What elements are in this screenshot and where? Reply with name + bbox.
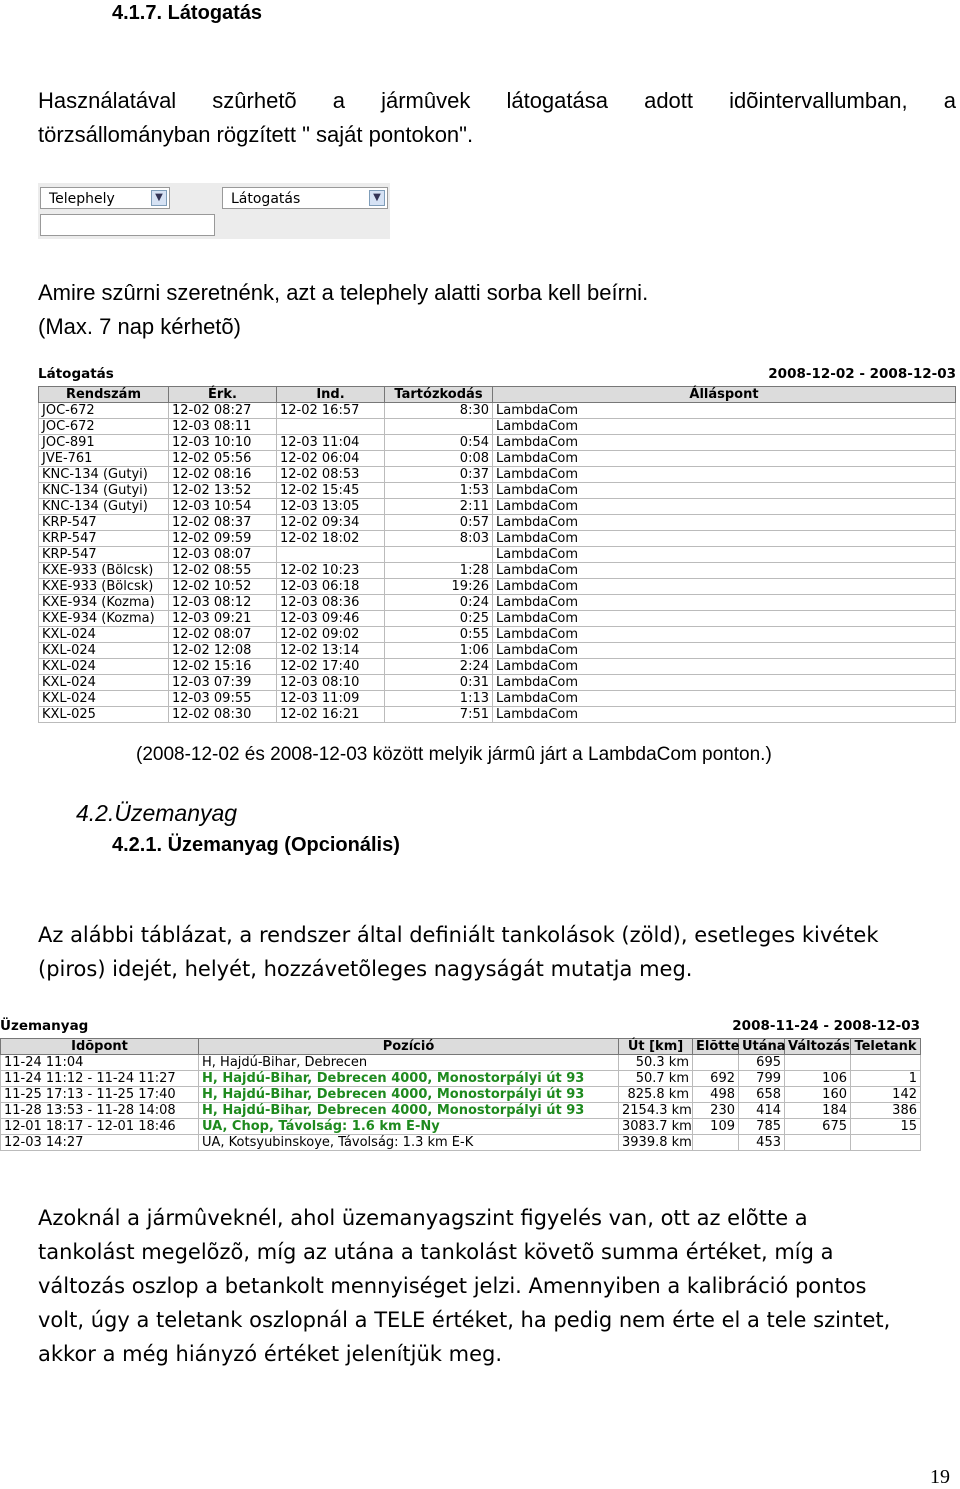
visits-cell: KXE-933 (Bölcsk) bbox=[39, 563, 169, 579]
fuel-cell bbox=[851, 1055, 921, 1071]
closing-line-2: tankolást megelõzõ, míg az utána a tankolást követõ summa értéket, míg a bbox=[38, 1240, 834, 1264]
filter-type-value: Telephely bbox=[49, 191, 115, 207]
visits-cell: KXL-025 bbox=[39, 707, 169, 723]
visits-cell: LambdaCom bbox=[493, 403, 956, 419]
visits-cell: 12-02 08:27 bbox=[169, 403, 277, 419]
visits-table-row[interactable] bbox=[39, 579, 956, 595]
fuel-cell: 109 bbox=[693, 1119, 739, 1135]
visits-cell: 12-03 08:36 bbox=[277, 595, 385, 611]
visits-table-row[interactable] bbox=[39, 595, 956, 611]
fuel-cell: 785 bbox=[739, 1119, 785, 1135]
visits-table bbox=[38, 386, 956, 723]
visits-column-header[interactable]: Rendszám bbox=[39, 387, 169, 403]
fuel-cell: 3083.7 km bbox=[619, 1119, 693, 1135]
fuel-column-header[interactable]: Idõpont bbox=[1, 1039, 199, 1055]
visits-column-header[interactable]: Ind. bbox=[277, 387, 385, 403]
visits-table-row[interactable] bbox=[39, 563, 956, 579]
visits-cell: 12-03 11:09 bbox=[277, 691, 385, 707]
visits-cell: 12-02 06:04 bbox=[277, 451, 385, 467]
visits-table-row[interactable] bbox=[39, 547, 956, 563]
fuel-table-row[interactable] bbox=[1, 1087, 921, 1103]
visits-cell: 12-03 10:10 bbox=[169, 435, 277, 451]
visits-cell: 0:24 bbox=[385, 595, 493, 611]
visits-cell: LambdaCom bbox=[493, 499, 956, 515]
fuel-cell: 184 bbox=[785, 1103, 851, 1119]
visits-cell: 7:51 bbox=[385, 707, 493, 723]
visits-grid-title: Látogatás bbox=[38, 366, 114, 382]
fuel-cell: 50.7 km bbox=[619, 1071, 693, 1087]
visits-cell: 12-03 11:04 bbox=[277, 435, 385, 451]
fuel-table-row[interactable] bbox=[1, 1135, 921, 1151]
visits-cell bbox=[277, 547, 385, 563]
closing-line-4: volt, úgy a teletank oszlopnál a TELE értéket, ha pedig nem érte el a tele szintet, bbox=[38, 1308, 891, 1332]
visits-cell: 12-02 08:16 bbox=[169, 467, 277, 483]
visits-table-row[interactable] bbox=[39, 531, 956, 547]
fuel-cell: 453 bbox=[739, 1135, 785, 1151]
visits-table-row[interactable] bbox=[39, 499, 956, 515]
visits-cell: LambdaCom bbox=[493, 611, 956, 627]
fuel-cell: 799 bbox=[739, 1071, 785, 1087]
visits-cell: KRP-547 bbox=[39, 531, 169, 547]
visits-cell: 0:54 bbox=[385, 435, 493, 451]
visits-cell: 12-02 09:59 bbox=[169, 531, 277, 547]
closing-line-1: Azoknál a jármûveknél, ahol üzemanyagszint figyelés van, ott az elõtte a bbox=[38, 1206, 808, 1230]
visits-cell: 12-03 09:21 bbox=[169, 611, 277, 627]
visits-cell: KNC-134 (Gutyi) bbox=[39, 483, 169, 499]
visits-cell: KXL-024 bbox=[39, 643, 169, 659]
visits-cell: LambdaCom bbox=[493, 579, 956, 595]
fuel-cell: H, Hajdú-Bihar, Debrecen 4000, Monostorpályi út 93 bbox=[199, 1071, 619, 1087]
visits-cell: 0:08 bbox=[385, 451, 493, 467]
fuel-grid-header bbox=[0, 1018, 920, 1038]
fuel-table-row[interactable] bbox=[1, 1055, 921, 1071]
fuel-cell bbox=[693, 1055, 739, 1071]
page-number: 19 bbox=[930, 1466, 950, 1488]
visits-cell: 8:30 bbox=[385, 403, 493, 419]
visits-cell bbox=[385, 547, 493, 563]
fuel-cell: 50.3 km bbox=[619, 1055, 693, 1071]
fuel-grid bbox=[0, 1018, 920, 1151]
fuel-cell: 498 bbox=[693, 1087, 739, 1103]
fuel-cell: 12-03 14:27 bbox=[1, 1135, 199, 1151]
visits-cell: LambdaCom bbox=[493, 691, 956, 707]
visits-cell: 12-02 09:02 bbox=[277, 627, 385, 643]
visits-cell: 19:26 bbox=[385, 579, 493, 595]
filter-type-select[interactable] bbox=[40, 187, 170, 209]
visits-table-row[interactable] bbox=[39, 419, 956, 435]
fuel-column-header[interactable]: Teletank bbox=[851, 1039, 921, 1055]
visits-cell: JOC-891 bbox=[39, 435, 169, 451]
fuel-cell: H, Hajdú-Bihar, Debrecen bbox=[199, 1055, 619, 1071]
visits-cell: 12-03 08:07 bbox=[169, 547, 277, 563]
visits-cell: 12-02 08:07 bbox=[169, 627, 277, 643]
fuel-cell: UA, Chop, Távolság: 1.6 km É-Ny bbox=[199, 1119, 619, 1135]
visits-cell: 12-03 07:39 bbox=[169, 675, 277, 691]
fuel-cell: 230 bbox=[693, 1103, 739, 1119]
visits-cell: KNC-134 (Gutyi) bbox=[39, 499, 169, 515]
visits-cell: 1:06 bbox=[385, 643, 493, 659]
visits-cell: 12-02 16:21 bbox=[277, 707, 385, 723]
visits-table-row[interactable] bbox=[39, 483, 956, 499]
visits-cell: 2:24 bbox=[385, 659, 493, 675]
visits-table-row[interactable] bbox=[39, 467, 956, 483]
visits-cell: 12-02 09:34 bbox=[277, 515, 385, 531]
fuel-intro-line-2: (piros) idejét, helyét, hozzávetõleges nagyságát mutatja meg. bbox=[38, 957, 693, 981]
fuel-grid-range: 2008-11-24 - 2008-12-03 bbox=[732, 1018, 920, 1034]
visits-cell: LambdaCom bbox=[493, 627, 956, 643]
visits-cell: 12-03 08:11 bbox=[169, 419, 277, 435]
fuel-cell: 160 bbox=[785, 1087, 851, 1103]
closing-paragraph bbox=[38, 1201, 890, 1371]
fuel-cell: 3939.8 km bbox=[619, 1135, 693, 1151]
fuel-cell: 11-24 11:04 bbox=[1, 1055, 199, 1071]
fuel-cell: UA, Kotsyubinskoye, Távolság: 1.3 km É-K bbox=[199, 1135, 619, 1151]
visits-caption: (2008-12-02 és 2008-12-03 között melyik jármû járt a LambdaCom ponton.) bbox=[136, 744, 772, 765]
visits-cell: KNC-134 (Gutyi) bbox=[39, 467, 169, 483]
fuel-column-header[interactable]: Pozíció bbox=[199, 1039, 619, 1055]
visits-cell: LambdaCom bbox=[493, 483, 956, 499]
section-heading-visits: 4.1.7. Látogatás bbox=[112, 2, 263, 24]
visits-cell: LambdaCom bbox=[493, 547, 956, 563]
visits-cell: JOC-672 bbox=[39, 403, 169, 419]
visits-grid-range: 2008-12-02 - 2008-12-03 bbox=[768, 366, 956, 382]
visits-table-row[interactable] bbox=[39, 627, 956, 643]
visits-cell: LambdaCom bbox=[493, 595, 956, 611]
visits-cell: 12-03 09:55 bbox=[169, 691, 277, 707]
visits-cell: 12-02 15:16 bbox=[169, 659, 277, 675]
visits-cell: 2:11 bbox=[385, 499, 493, 515]
visits-cell: 12-03 13:05 bbox=[277, 499, 385, 515]
fuel-column-header[interactable]: Változás bbox=[785, 1039, 851, 1055]
visits-cell: 12-02 15:45 bbox=[277, 483, 385, 499]
visits-cell: 0:31 bbox=[385, 675, 493, 691]
visits-table-row[interactable] bbox=[39, 611, 956, 627]
filter-report-select[interactable] bbox=[222, 187, 388, 209]
fuel-cell: 11-24 11:12 - 11-24 11:27 bbox=[1, 1071, 199, 1087]
subsection-heading-fuel: 4.2.1. Üzemanyag (Opcionális) bbox=[112, 834, 400, 856]
visits-cell: KRP-547 bbox=[39, 515, 169, 531]
visits-cell: 12-02 10:52 bbox=[169, 579, 277, 595]
fuel-cell: 2154.3 km bbox=[619, 1103, 693, 1119]
fuel-cell: 15 bbox=[851, 1119, 921, 1135]
fuel-column-header[interactable]: Út [km] bbox=[619, 1039, 693, 1055]
fuel-cell: H, Hajdú-Bihar, Debrecen 4000, Monostorpályi út 93 bbox=[199, 1103, 619, 1119]
visits-cell: LambdaCom bbox=[493, 643, 956, 659]
visits-column-header[interactable]: Érk. bbox=[169, 387, 277, 403]
fuel-table-row[interactable] bbox=[1, 1071, 921, 1087]
visits-grid bbox=[38, 366, 956, 723]
fuel-cell: 11-25 17:13 - 11-25 17:40 bbox=[1, 1087, 199, 1103]
visits-cell: LambdaCom bbox=[493, 467, 956, 483]
visits-table-row[interactable] bbox=[39, 643, 956, 659]
fuel-cell: H, Hajdú-Bihar, Debrecen 4000, Monostorpályi út 93 bbox=[199, 1087, 619, 1103]
instruction-paragraph bbox=[38, 276, 648, 344]
visits-cell: 12-02 08:30 bbox=[169, 707, 277, 723]
visits-cell: 12-02 05:56 bbox=[169, 451, 277, 467]
visits-table-row[interactable] bbox=[39, 435, 956, 451]
fuel-cell bbox=[851, 1135, 921, 1151]
visits-cell bbox=[385, 419, 493, 435]
visits-cell: 0:25 bbox=[385, 611, 493, 627]
visits-cell: LambdaCom bbox=[493, 707, 956, 723]
fuel-cell: 106 bbox=[785, 1071, 851, 1087]
visits-cell: 0:37 bbox=[385, 467, 493, 483]
visits-cell: 0:55 bbox=[385, 627, 493, 643]
visits-cell: 0:57 bbox=[385, 515, 493, 531]
visits-cell: LambdaCom bbox=[493, 659, 956, 675]
visits-cell: 12-02 08:37 bbox=[169, 515, 277, 531]
visits-table-row[interactable] bbox=[39, 515, 956, 531]
instruction-line-2: (Max. 7 nap kérhetõ) bbox=[38, 314, 241, 339]
fuel-column-header[interactable]: Utána bbox=[739, 1039, 785, 1055]
visits-column-header[interactable]: Álláspont bbox=[493, 387, 956, 403]
fuel-intro-line-1: Az alábbi táblázat, a rendszer által definiált tankolások (zöld), esetleges kivétek bbox=[38, 923, 879, 947]
fuel-cell: 692 bbox=[693, 1071, 739, 1087]
visits-cell: 12-03 06:18 bbox=[277, 579, 385, 595]
fuel-cell: 675 bbox=[785, 1119, 851, 1135]
visits-cell: 12-02 13:14 bbox=[277, 643, 385, 659]
visits-table-row[interactable] bbox=[39, 707, 956, 723]
visits-cell: 12-03 10:54 bbox=[169, 499, 277, 515]
visits-cell: 12-02 17:40 bbox=[277, 659, 385, 675]
filter-text-input[interactable] bbox=[40, 214, 215, 236]
visits-cell: LambdaCom bbox=[493, 419, 956, 435]
chevron-down-icon[interactable]: ▼ bbox=[151, 190, 167, 206]
visits-cell: 12-03 09:46 bbox=[277, 611, 385, 627]
visits-cell bbox=[277, 419, 385, 435]
fuel-cell: 1 bbox=[851, 1071, 921, 1087]
fuel-cell: 658 bbox=[739, 1087, 785, 1103]
visits-column-header[interactable]: Tartózkodás bbox=[385, 387, 493, 403]
visits-cell: KXE-933 (Bölcsk) bbox=[39, 579, 169, 595]
visits-cell: 12-02 08:55 bbox=[169, 563, 277, 579]
visits-cell: 12-02 10:23 bbox=[277, 563, 385, 579]
visits-cell: KXE-934 (Kozma) bbox=[39, 595, 169, 611]
visits-cell: LambdaCom bbox=[493, 515, 956, 531]
visits-table-row[interactable] bbox=[39, 451, 956, 467]
fuel-cell: 11-28 13:53 - 11-28 14:08 bbox=[1, 1103, 199, 1119]
visits-cell: LambdaCom bbox=[493, 451, 956, 467]
fuel-cell: 825.8 km bbox=[619, 1087, 693, 1103]
visits-cell: 12-03 08:12 bbox=[169, 595, 277, 611]
fuel-cell: 386 bbox=[851, 1103, 921, 1119]
fuel-intro-paragraph bbox=[38, 918, 879, 986]
fuel-cell bbox=[785, 1055, 851, 1071]
closing-line-3: változás oszlop a betankolt mennyiséget jelzi. Amennyiben a kalibráció pontos bbox=[38, 1274, 867, 1298]
visits-cell: 12-02 16:57 bbox=[277, 403, 385, 419]
visits-cell: 12-02 18:02 bbox=[277, 531, 385, 547]
fuel-table bbox=[0, 1038, 921, 1151]
visits-table-row[interactable] bbox=[39, 659, 956, 675]
visits-cell: 1:13 bbox=[385, 691, 493, 707]
visits-table-row[interactable] bbox=[39, 691, 956, 707]
intro-line-2: törzsállományban rögzített " saját pontokon". bbox=[38, 122, 474, 147]
fuel-cell: 12-01 18:17 - 12-01 18:46 bbox=[1, 1119, 199, 1135]
visits-cell: LambdaCom bbox=[493, 675, 956, 691]
visits-cell: KXL-024 bbox=[39, 675, 169, 691]
fuel-cell: 414 bbox=[739, 1103, 785, 1119]
instruction-line-1: Amire szûrni szeretnénk, azt a telephely alatti sorba kell beírni. bbox=[38, 280, 649, 305]
visits-table-row[interactable] bbox=[39, 675, 956, 691]
visits-cell: LambdaCom bbox=[493, 435, 956, 451]
fuel-grid-title: Üzemanyag bbox=[0, 1018, 89, 1034]
fuel-column-header[interactable]: Elõtte bbox=[693, 1039, 739, 1055]
fuel-cell bbox=[693, 1135, 739, 1151]
visits-cell: 8:03 bbox=[385, 531, 493, 547]
fuel-cell: 142 bbox=[851, 1087, 921, 1103]
visits-cell: 1:28 bbox=[385, 563, 493, 579]
chevron-down-icon[interactable]: ▼ bbox=[369, 190, 385, 206]
intro-paragraph bbox=[38, 84, 956, 152]
visits-table-row[interactable] bbox=[39, 403, 956, 419]
visits-cell: 12-03 08:10 bbox=[277, 675, 385, 691]
visits-cell: KRP-547 bbox=[39, 547, 169, 563]
visits-cell: 12-02 08:53 bbox=[277, 467, 385, 483]
visits-cell: LambdaCom bbox=[493, 531, 956, 547]
visits-cell: LambdaCom bbox=[493, 563, 956, 579]
visits-cell: 12-02 13:52 bbox=[169, 483, 277, 499]
filter-report-value: Látogatás bbox=[231, 191, 301, 207]
fuel-cell bbox=[785, 1135, 851, 1151]
visits-cell: 1:53 bbox=[385, 483, 493, 499]
closing-line-5: akkor a még hiányzó értéket jelenítjük meg. bbox=[38, 1342, 503, 1366]
fuel-table-row[interactable] bbox=[1, 1103, 921, 1119]
visits-grid-header bbox=[38, 366, 956, 386]
visits-cell: KXE-934 (Kozma) bbox=[39, 611, 169, 627]
visits-cell: JVE-761 bbox=[39, 451, 169, 467]
section-heading-fuel: 4.2.Üzemanyag bbox=[76, 800, 238, 826]
fuel-table-row[interactable] bbox=[1, 1119, 921, 1135]
visits-cell: KXL-024 bbox=[39, 691, 169, 707]
visits-cell: 12-02 12:08 bbox=[169, 643, 277, 659]
filter-panel bbox=[38, 183, 390, 239]
fuel-cell: 695 bbox=[739, 1055, 785, 1071]
intro-line-1: Használatával szûrhetõ a jármûvek látogatása adott idõintervallumban, a bbox=[38, 88, 956, 113]
visits-cell: KXL-024 bbox=[39, 627, 169, 643]
visits-cell: JOC-672 bbox=[39, 419, 169, 435]
visits-cell: KXL-024 bbox=[39, 659, 169, 675]
